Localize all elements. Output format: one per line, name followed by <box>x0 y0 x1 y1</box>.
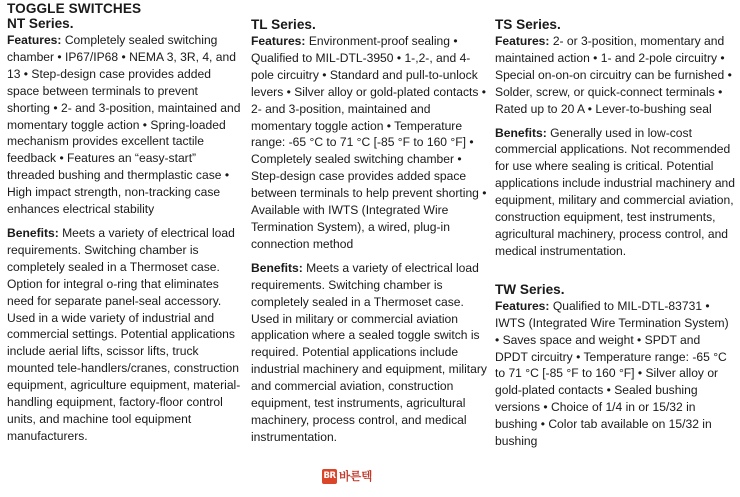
ts-benefits <box>495 125 735 260</box>
nt-features-label: Features: <box>7 33 62 47</box>
ts-series-heading: TS Series. <box>495 17 561 32</box>
ts-features-label: Features: <box>495 34 550 48</box>
tl-series-heading: TL Series. <box>251 17 316 32</box>
nt-series-heading: NT Series. <box>7 16 74 31</box>
nt-features-text: Completely sealed switching chamber • IP67/IP68 • NEMA 3, 3R, 4, and 13 • Step-design case provides added space between terminals to prevent shorting • 2- and 3-position, maintained and momentary toggle action • Spring-loaded mechanism provides excellent tactile feedback • Features an “easy-start” threaded bushing and thermplastic case • High impact strength, non-tracking case enhances electrical stability <box>7 33 241 217</box>
ts-benefits-text: Generally used in low-cost commercial applications. Not recommended for use where sealing is critical. Potential applications include industrial machinery and equipment, military and commercial aviation, construction equipment, test instruments, agricultural machinery, process control, and medical instrumentation. <box>495 125 735 258</box>
column-left <box>7 0 243 445</box>
column-right <box>495 0 735 450</box>
tw-series-heading: TW Series. <box>495 281 565 297</box>
tl-features-text: Environment-proof sealing • Qualified to MIL-DTL-3950 • 1-,2-, and 4-pole circuitry • Standard and pull-to-unlock levers • Silver alloy or gold-plated contacts • 2- and 3-position, maintained and momentary toggle action • Temperature range: -65 °C to 71 °C [-85 °F to 160 °F] • Completely sealed switching chamber • Step-design case provides added space between terminals to help prevent shorting • Available with IWTS (Integrated Wire Termination System), a wired, plug-in connection method <box>251 34 487 251</box>
tw-features <box>495 298 735 450</box>
brand-logo-icon: BR <box>322 469 337 484</box>
nt-benefits <box>7 225 243 445</box>
brand-logo-text: 바른텍 <box>339 469 373 483</box>
tl-benefits-text: Meets a variety of electrical load requirements. Switching chamber is completely sealed in a Thermoset case. Used in military or commercial aviation application where a sealed toggle switch is required. Potential applications include industrial machinery and equipment, military and commercial aviation, construction equipment, test instruments, agricultural machinery, process control, and medical instrumentation. <box>251 260 487 444</box>
ts-features <box>495 33 735 118</box>
ts-benefits-label: Benefits: <box>495 125 547 140</box>
nt-benefits-label: Benefits: <box>7 225 59 240</box>
column-middle <box>251 0 487 446</box>
page-title: TOGGLE SWITCHES <box>7 1 142 16</box>
tl-features-label: Features: <box>251 34 306 48</box>
tl-features <box>251 33 487 253</box>
nt-features <box>7 32 243 218</box>
brand-logo <box>322 467 372 485</box>
nt-benefits-text: Meets a variety of electrical load requirements. Switching chamber is completely sealed in a Thermoset case. Option for integral o-ring that eliminates need for separate panel-seal accessory. Used in a wide variety of industrial and commercial settings. Potential applications include aerial lifts, scissor lifts, truck mounted tele-handlers/cranes, construction equipment, agriculture equipment, material-handling equipment, factory-floor control units, and machine tool equipment manufacturers. <box>7 225 241 443</box>
ts-features-text: 2- or 3-position, momentary and maintained action • 1- and 2-pole circuitry • Special on-on-on circuitry can be furnished • Solder, screw, or quick-connect terminals • Rated up to 20 A • Lever-to-bushing seal <box>495 34 732 116</box>
tw-features-label: Features: <box>495 298 550 313</box>
tl-benefits-label: Benefits: <box>251 260 303 275</box>
tw-features-text: Qualified to MIL-DTL-83731 • IWTS (Integrated Wire Termination System) • Saves space and weight • SPDT and DPDT circuitry • Temperature range: -65 °C to 71 °C [-85 °F to 160 °F] • Silver alloy or gold-plated contacts • Sealed bushing versions • Choice of 1/4 in or 15/32 in bushing • Color tab available on 15/32 in bushing <box>495 298 729 449</box>
tl-benefits <box>251 260 487 446</box>
